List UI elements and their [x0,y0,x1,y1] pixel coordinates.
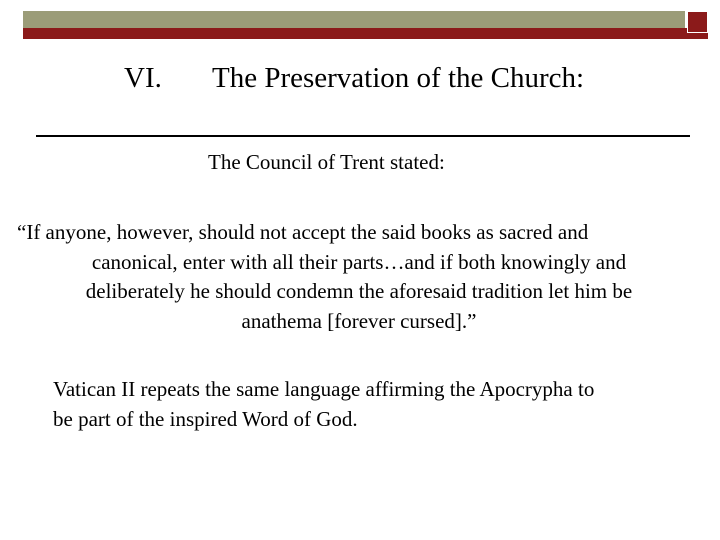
body-line: be part of the inspired Word of God. [53,407,358,431]
body-line: Vatican II repeats the same language affirming the Apocrypha to [53,377,595,401]
vatican-paragraph [53,374,703,434]
quote-line: “If anyone, however, should not accept the said books as sacred and [17,220,589,244]
subheading: The Council of Trent stated: [208,150,445,174]
quote-line: anathema [forever cursed].” [241,308,477,333]
olive-stripe [23,11,685,28]
trent-quote [14,218,704,336]
header-decoration-bar [23,11,708,39]
title-divider [36,135,690,137]
corner-square [687,11,708,33]
slide-title: The Preservation of the Church: [212,62,585,94]
slide-title-number: VI. [124,62,162,94]
quote-line: canonical, enter with all their parts…and if both knowingly and [91,249,627,274]
red-stripe [23,28,708,39]
quote-line: deliberately he should condemn the aforesaid tradition let him be [85,279,633,303]
